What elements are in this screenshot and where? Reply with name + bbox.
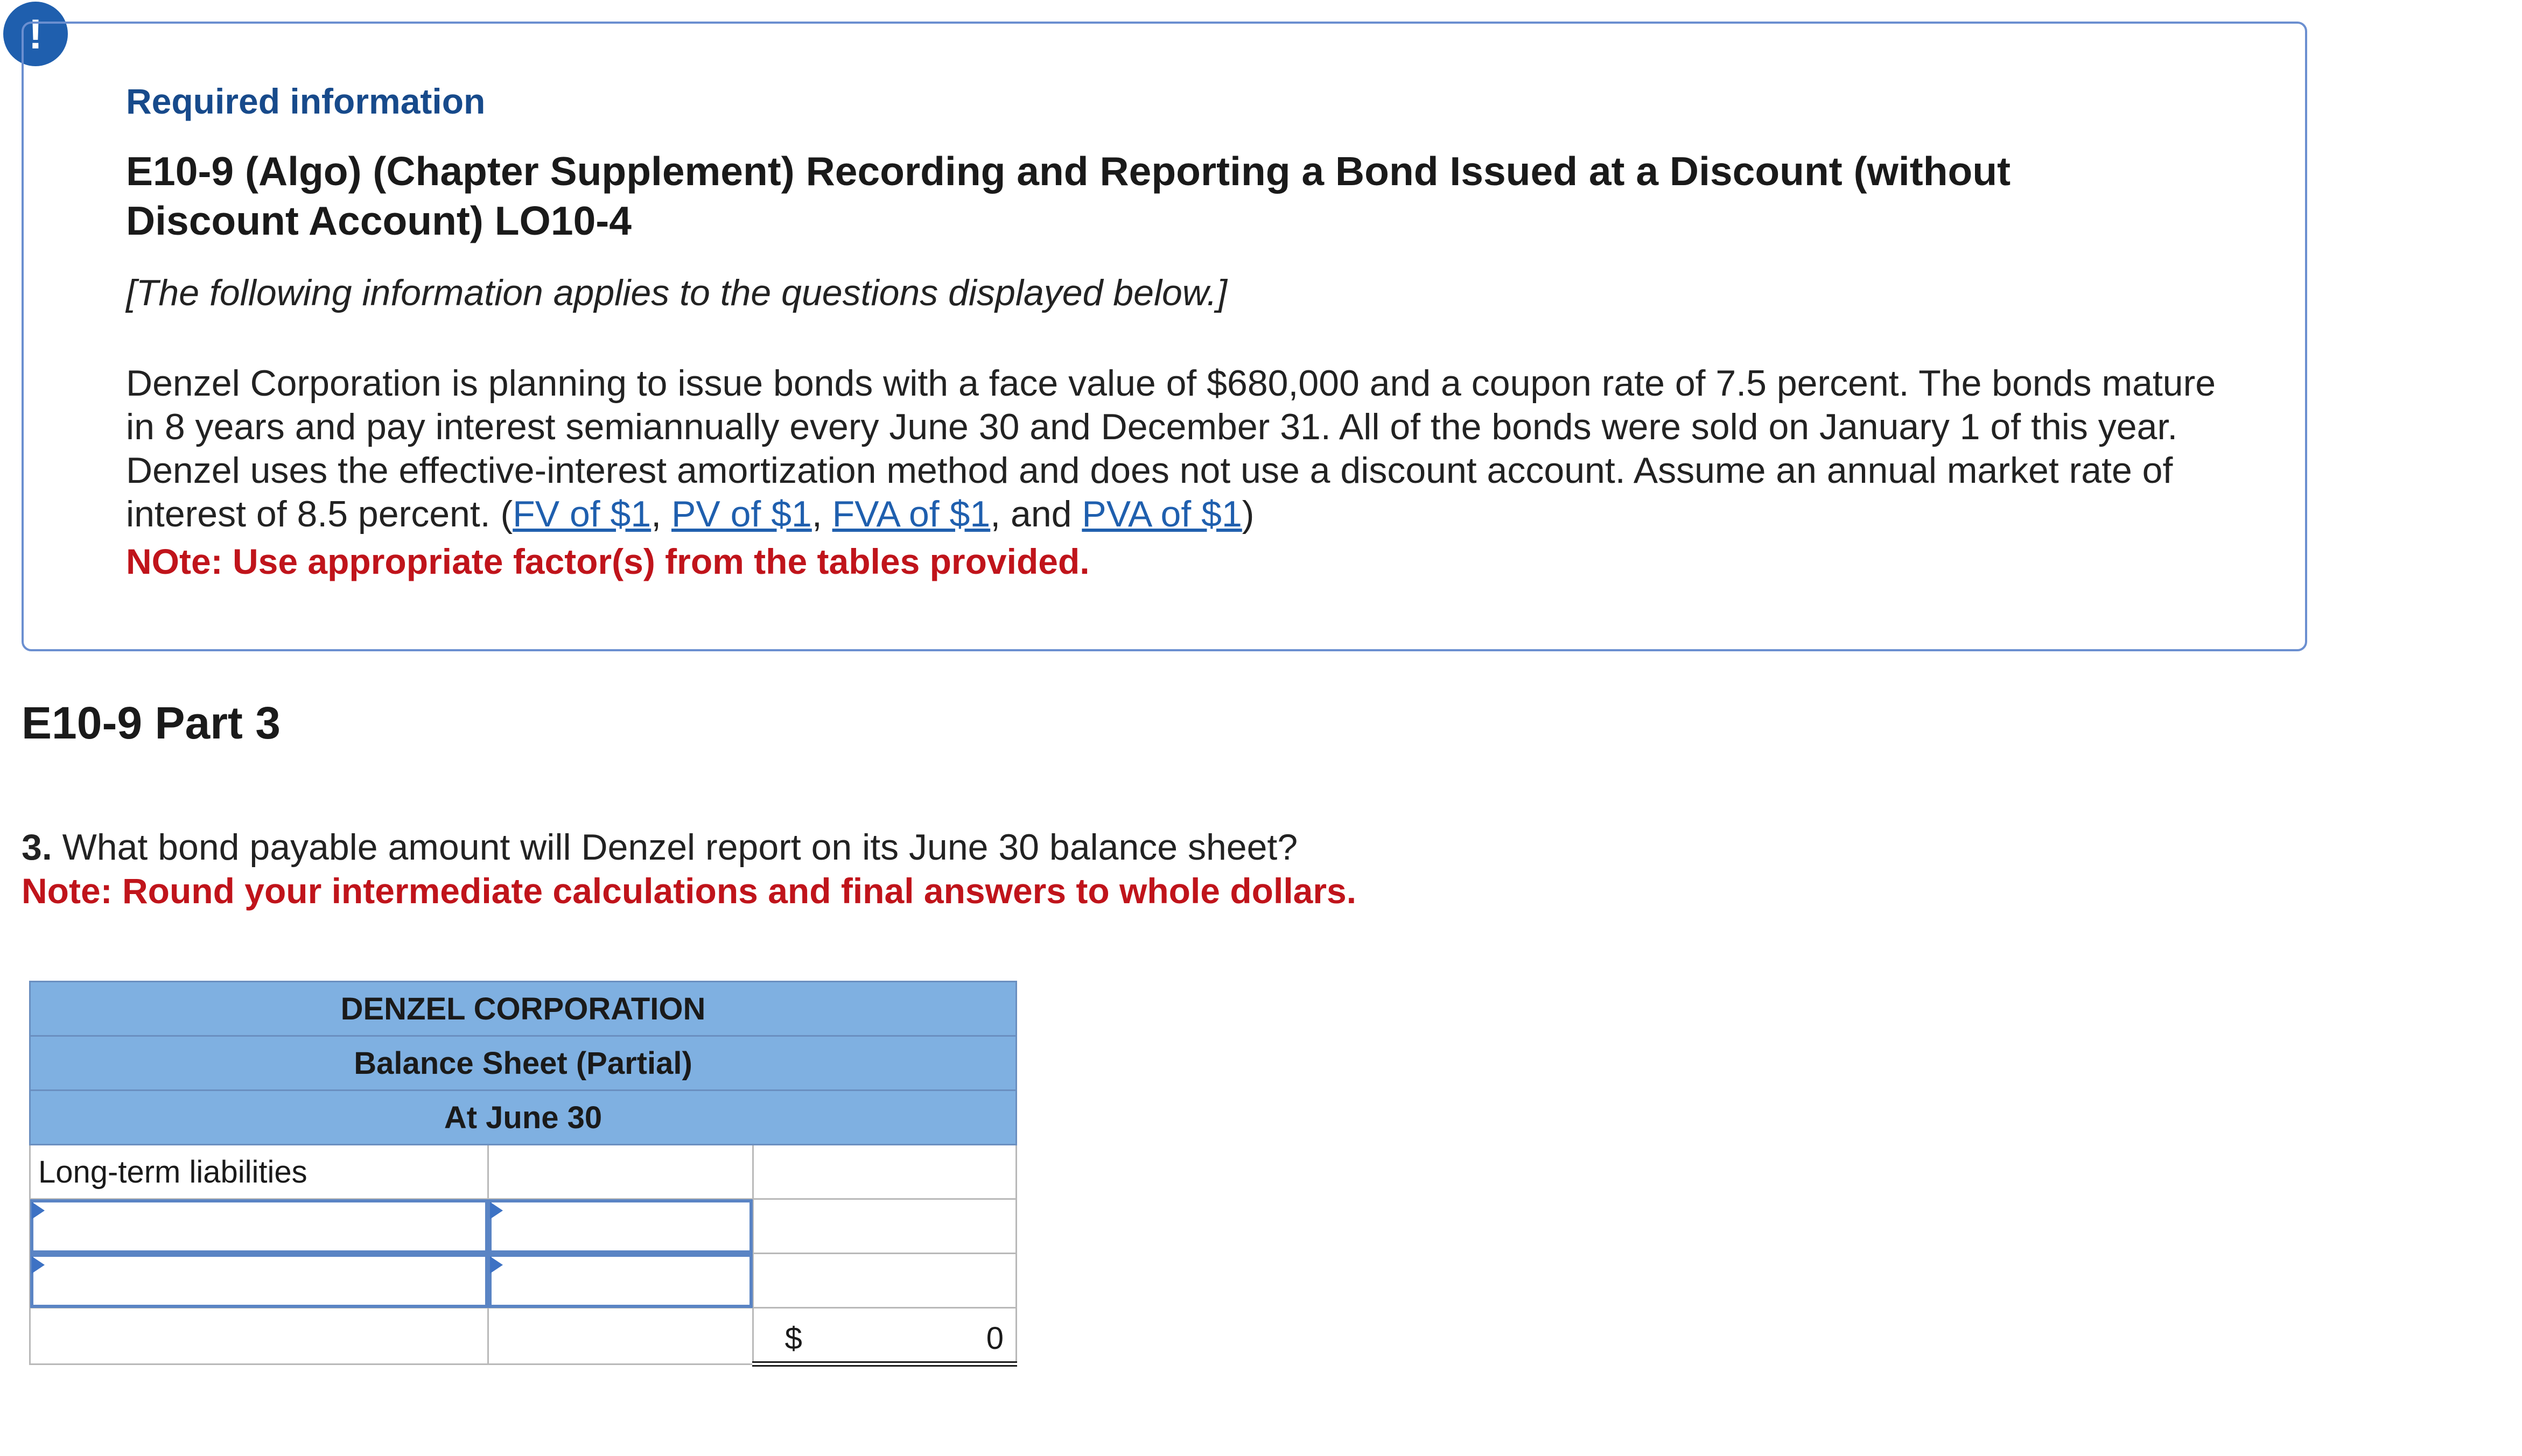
empty-cell bbox=[753, 1145, 1016, 1199]
empty-cell bbox=[753, 1254, 1016, 1308]
line-item-label-dropdown[interactable] bbox=[30, 1199, 488, 1254]
rounding-note: Note: Round your intermediate calculations and final answers to whole dollars. bbox=[22, 871, 1357, 911]
table-row bbox=[30, 1145, 1017, 1199]
empty-cell bbox=[488, 1308, 753, 1364]
amount-input[interactable] bbox=[496, 1256, 746, 1305]
table-row bbox=[30, 1199, 1017, 1254]
question-body: What bond payable amount will Denzel report on its June 30 balance sheet? bbox=[52, 827, 1298, 868]
table-row bbox=[30, 1254, 1017, 1308]
amount-input-cell[interactable] bbox=[488, 1199, 753, 1254]
exclamation-icon: ! bbox=[3, 2, 68, 66]
header-row bbox=[30, 1091, 1017, 1145]
line-item-label-input[interactable] bbox=[38, 1256, 482, 1305]
empty-cell bbox=[753, 1199, 1016, 1254]
link-separator: , and bbox=[990, 494, 1082, 534]
header-row bbox=[30, 1036, 1017, 1091]
fva-table-link[interactable]: FVA of $1 bbox=[832, 494, 991, 534]
table-row bbox=[30, 1308, 1017, 1364]
pva-table-link[interactable]: PVA of $1 bbox=[1082, 494, 1242, 534]
dropdown-marker-icon bbox=[32, 1202, 45, 1219]
line-item-label-dropdown[interactable] bbox=[30, 1254, 488, 1308]
problem-title: E10-9 (Algo) (Chapter Supplement) Recording and Reporting a Bond Issued at a Discount (without Discount Account) LO10-4 bbox=[126, 149, 2011, 243]
total-value: 0 bbox=[986, 1321, 1004, 1356]
company-name: DENZEL CORPORATION bbox=[30, 982, 1017, 1036]
applies-note: [The following information applies to the questions displayed below.] bbox=[126, 272, 1228, 313]
problem-description-text: Denzel Corporation is planning to issue bonds with a face value of $680,000 and a coupon rate of 7.5 percent. The bonds mature in 8 years and pay interest semiannually every June 30 and December 31. All of the bonds were sold on January 1 of this year. Denzel uses the effective-interest amortization method and does not use a discount account. Assume an annual market rate of interest of 8.5 percent. ( bbox=[126, 363, 2216, 534]
amount-input[interactable] bbox=[496, 1201, 746, 1251]
dropdown-marker-icon bbox=[32, 1256, 45, 1274]
part-heading: E10-9 Part 3 bbox=[22, 698, 281, 748]
question-text bbox=[22, 826, 1298, 868]
problem-description bbox=[126, 362, 2237, 536]
amount-input-cell[interactable] bbox=[488, 1254, 753, 1308]
empty-cell bbox=[488, 1145, 753, 1199]
fv-table-link[interactable]: FV of $1 bbox=[513, 494, 651, 534]
link-separator: , bbox=[811, 494, 832, 534]
line-item-label-input[interactable] bbox=[38, 1201, 482, 1251]
pv-table-link[interactable]: PV of $1 bbox=[671, 494, 812, 534]
input-marker-icon bbox=[490, 1256, 503, 1274]
empty-cell bbox=[30, 1308, 488, 1364]
section-label: Long-term liabilities bbox=[30, 1145, 488, 1199]
statement-date: At June 30 bbox=[30, 1091, 1017, 1145]
required-information-label: Required information bbox=[126, 81, 486, 121]
statement-name: Balance Sheet (Partial) bbox=[30, 1036, 1017, 1091]
input-marker-icon bbox=[490, 1202, 503, 1219]
close-paren: ) bbox=[1242, 494, 1255, 534]
factor-note: NOte: Use appropriate factor(s) from the tables provided. bbox=[126, 541, 1090, 581]
currency-symbol: $ bbox=[784, 1321, 802, 1356]
link-separator: , bbox=[651, 494, 671, 534]
question-number: 3. bbox=[22, 827, 52, 868]
header-row bbox=[30, 982, 1017, 1036]
total-cell bbox=[753, 1308, 1016, 1364]
balance-sheet-table bbox=[29, 981, 1017, 1367]
